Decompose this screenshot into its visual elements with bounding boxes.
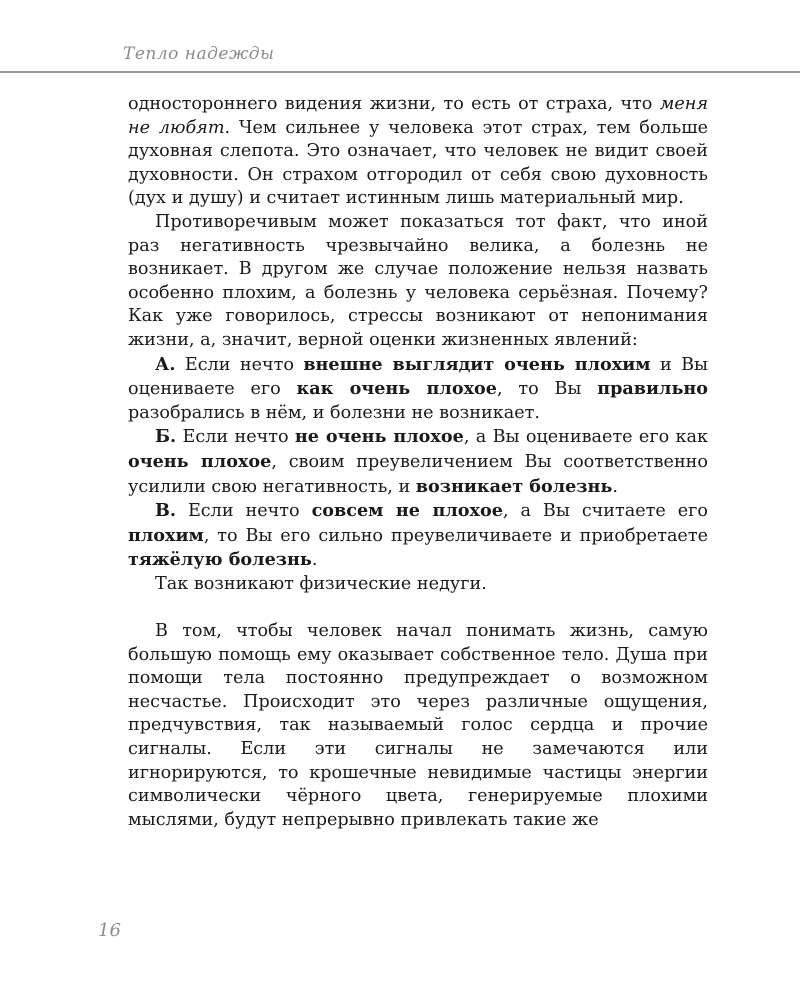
text-run: В том, чтобы человек начал понимать жизнь, самую большую помощь ему оказывает собственное тело. Душа при помощи тела постоянно предупреждает о возможном несчастье. Происходит это через различные ощущения, предчувствия, так называемый голос сердца и прочие сигналы. Если эти сигналы не замечаются или игнорируются, то крошечные невидимые частицы энергии символически чёрного цвета, генерируемые плохими мыслями, будут непрерывно привлекать такие же — [128, 621, 708, 830]
bold-text: как очень плохое — [296, 378, 497, 400]
text-run: Если нечто — [176, 501, 312, 522]
header-divider — [0, 71, 800, 73]
bold-text: тяжёлую болезнь — [128, 549, 312, 571]
italic-text: меня не любят — [128, 94, 708, 138]
text-run: . — [612, 476, 618, 497]
paragraph — [128, 353, 708, 426]
bold-text: не очень плохое — [294, 426, 464, 448]
text-run: одностороннего видения жизни, то есть от страха, что — [128, 94, 660, 114]
paragraph — [128, 499, 708, 573]
text-run: . — [311, 550, 318, 571]
bold-text: правильно — [597, 378, 708, 400]
paragraph — [128, 620, 708, 832]
text-run: , своим преувеличением Вы соответственно усилили свою негативность, и — [128, 451, 709, 497]
bold-text: А. — [155, 353, 176, 375]
text-run: , то Вы его сильно преувеличиваете и приобретаете — [203, 525, 708, 546]
paragraph — [128, 573, 708, 597]
paragraph — [128, 425, 708, 499]
body-text — [128, 93, 708, 832]
text-run: Противоречивым может показаться тот факт, что иной раз негативность чрезвычайно велика, а болезнь не возникает. В другом же случае положение нельзя назвать особенно плохим, а болезнь у человека серьёзная. Почему? Как уже говорилось, стрессы возникают от непонимания жизни, а, значит, верной оценки жизненных явлений: — [128, 211, 708, 350]
running-head-title: Тепло надежды — [123, 44, 275, 64]
text-run: Если нечто — [175, 354, 304, 375]
bold-text: возникает болезнь — [415, 475, 613, 497]
bold-text: внешне выглядит очень плохим — [303, 353, 651, 375]
text-run: Так возникают физические недуги. — [155, 573, 487, 594]
bold-text: совсем не плохое — [311, 500, 503, 522]
bold-text: Б. — [155, 426, 177, 448]
text-run: , а Вы оцениваете его как — [463, 427, 708, 448]
page-number: 16 — [98, 920, 121, 941]
bold-text: очень плохое — [128, 450, 272, 472]
text-run: , а Вы считаете его — [502, 501, 708, 522]
text-run: Если нечто — [176, 427, 295, 448]
paragraph — [128, 211, 708, 353]
text-run: и Вы оцениваете его — [128, 354, 708, 400]
paragraph — [128, 93, 708, 211]
text-run: разобрались в нём, и болезни не возникает. — [128, 402, 540, 423]
bold-text: плохим — [128, 524, 204, 546]
bold-text: В. — [155, 500, 176, 522]
text-run: . Чем сильнее у человека этот страх, тем больше духовная слепота. Это означает, что человек не видит своей духовности. Он страхом отгородил от себя свою духовность (дух и душу) и считает истинным лишь материальный мир. — [128, 117, 709, 209]
text-run: , то Вы — [497, 379, 598, 400]
